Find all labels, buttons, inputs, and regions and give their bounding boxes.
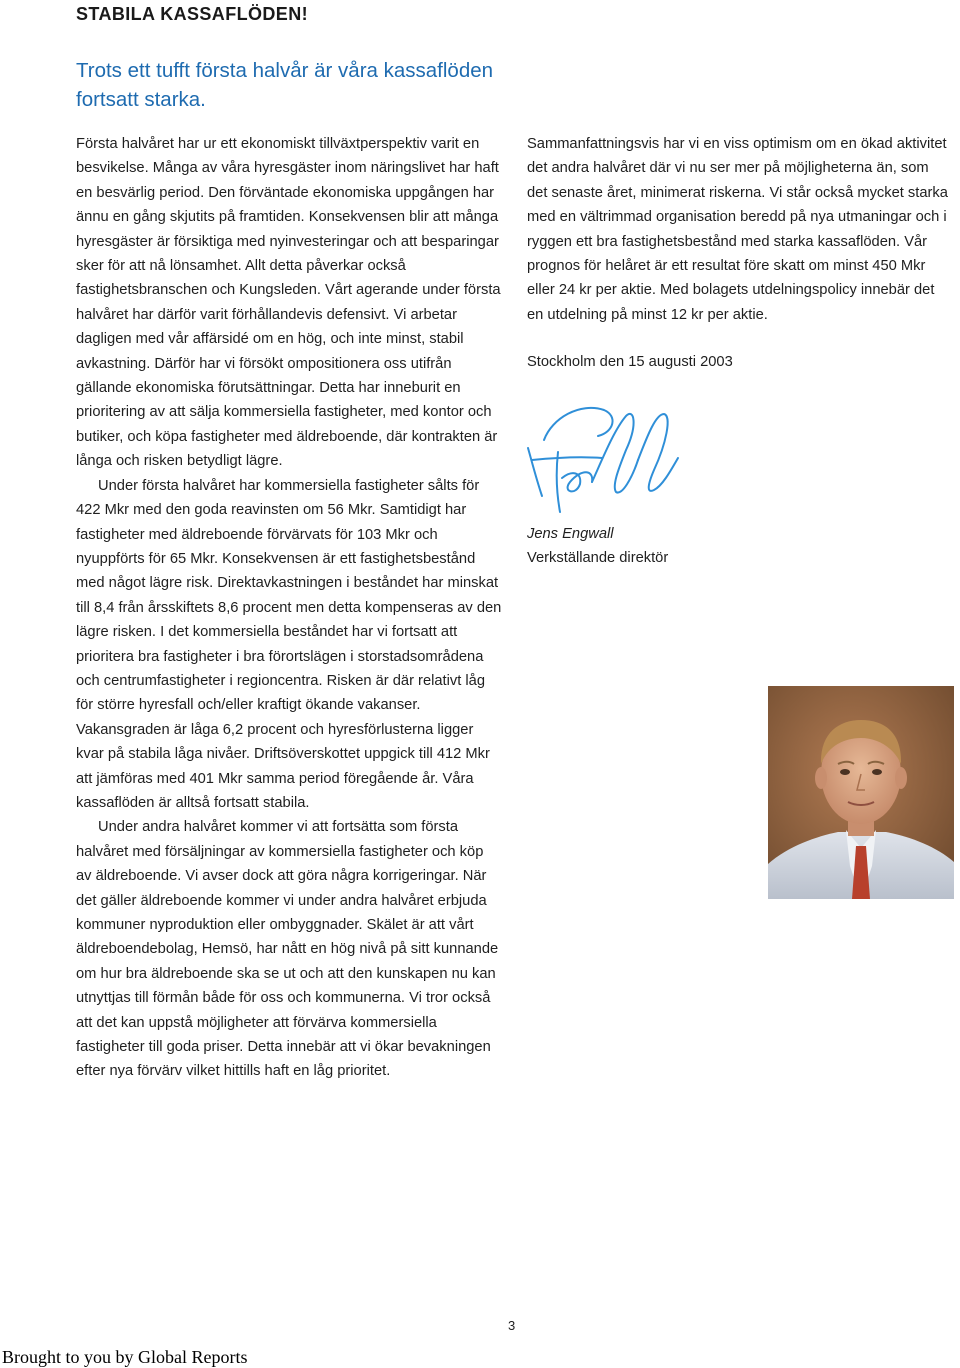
lead-paragraph: Trots ett tufft första halvår är våra kassaflöden fortsatt starka.: [76, 59, 494, 111]
body-paragraph-3: Under andra halvåret kommer vi att fortsätta som första halvåret med försäljningar av kommersiella fastigheter och köp av äldreboende. Vi avser dock att göra några korrigeringar. När det gäller äldreboende kommer vi under andra halvåret erbjuda kommuner nyproduktion eller ombyggnader. Skälet är att vårt äldreboendebolag, Hemsö, har nått en hög nivå på sitt kunnande om hur bra äldreboende ska se ut och att den kunskapen nu kan utnyttjas till förmån både för oss och kommunerna. Vi tror också att det kan uppstå möjligheter att förvärva kommersiella fastigheter till goda priser. Detta innebär att vi ökar bevakningen efter nya förvärv vilket hittills haft en låg prioritet.: [76, 819, 499, 1080]
portrait-photo: [768, 686, 954, 899]
summary-paragraph: Sammanfattningsvis har vi en viss optimism om en ökad aktivitet det andra halvåret där vi nu ser mer på möjligheterna än, som det senaste året, minimerat riskerna. Vi står också mycket starka med en vältrimmad organisation beredd på nya utmaningar och i ryggen ett bra fastighetsbestånd med starka kassaflöden. Vår prognos för helåret är ett resultat före skatt om minst 450 Mkr eller 24 kr per aktie. Med bolagets utdelningspolicy innebär det en utdelning på minst 12 kr per aktie.: [527, 136, 948, 323]
signer-name: Jens Engwall: [527, 526, 614, 542]
signer-title: Verkställande direktör: [527, 550, 669, 566]
body-paragraph-2: Under första halvåret har kommersiella fastigheter sålts för 422 Mkr med den goda reavinsten om 56 Mkr. Samtidigt har fastigheter med äldreboende förvärvats för 103 Mkr och nyuppförts för 65 Mkr. Konsekvensen är ett fastighetsbestånd med något lägre risk. Direktavkastningen i beståndet har minskat till 8,4 från årsskiftets 8,6 procent men detta kompenseras av den lägre risken. I det kommersiella beståndet har vi fortsatt att prioritera bra fastigheter i bra förortslägen i storstadsområdena och centrumfastigheter i regioncentra. Risken är där relativt låg för större hyresfall och/eller kraftigt ökande vakanser. Vakansgraden är låga 6,2 procent och hyresförlusterna ligger kvar på stabila låga nivåer. Driftsöverskottet uppgick till 412 Mkr att jämföras med 401 Mkr samma period föregående år. Våra kassaflöden är alltså fortsatt stabila.: [76, 477, 502, 811]
footer-credit: Brought to you by Global Reports: [2, 1347, 248, 1367]
signature-icon: [522, 400, 682, 520]
date-line: Stockholm den 15 augusti 2003: [527, 354, 733, 370]
page-number: 3: [508, 1318, 516, 1333]
right-column: [527, 132, 952, 327]
page-heading: STABILA KASSAFLÖDEN!: [76, 4, 308, 24]
body-paragraph-1: Första halvåret har ur ett ekonomiskt tillväxtperspektiv varit en besvikelse. Många av våra hyresgäster inom näringslivet har haft en besvärlig period. Den förväntade ekonomiska uppgången har ännu en gång skjutits på framtiden. Konsekvensen blir att många hyresgäster är försiktiga med nyinvesteringar och att besparingar sker för att nå lönsamhet. Allt detta påverkar också fastighetsbranschen och Kungsleden. Vårt agerande under första halvåret har därför varit förhållandevis defensivt. Vi arbetar dagligen med vår affärsidé om en hög, och inte minst, stabil avkastning. Därför har vi försökt ompositionera oss utifrån gällande ekonomiska förutsättningar. Detta har inneburit en prioritering av att sälja kommersiella fastigheter, med kontor och butiker, och köpa fastigheter med äldreboende, där kontrakten är långa och risken betydligt lägre.: [76, 136, 501, 470]
left-column: [76, 132, 502, 1084]
